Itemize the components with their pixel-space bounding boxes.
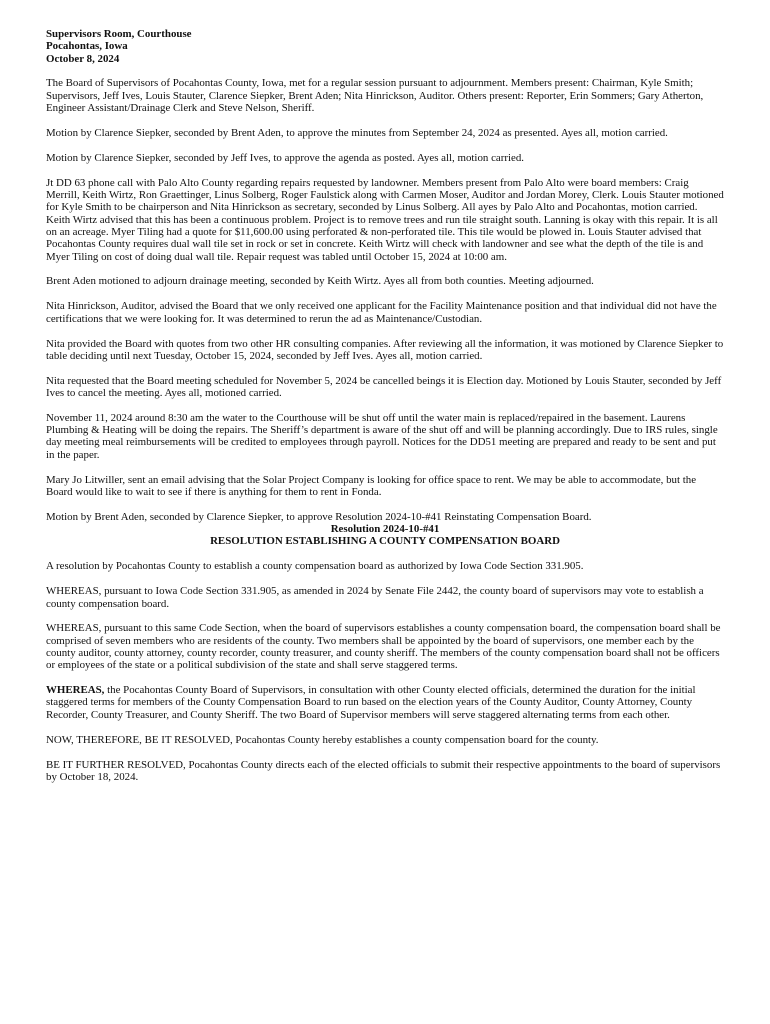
resolution-title: RESOLUTION ESTABLISHING A COUNTY COMPENSATION BOARD xyxy=(210,535,560,548)
header-city: Pocahontas, Iowa xyxy=(46,40,128,53)
paragraph-solar-project: Mary Jo Litwiller, sent an email advising that the Solar Project Company is looking for office space to rent. We may be able to accommodate, but the Board would like to wait to see if there is anything for them to rent in Fonda. xyxy=(46,473,697,498)
header-date: October 8, 2024 xyxy=(46,52,120,65)
paragraph-resolution-motion: Motion by Brent Aden, seconded by Clarence Siepker, to approve Resolution 2024-10-#41 Reinstating Compensation Board. xyxy=(46,510,592,523)
resolution-whereas-1: WHEREAS, pursuant to Iowa Code Section 331.905, as amended in 2024 by Senate File 2442, the county board of supervisors may vote to establish a county compensation board. xyxy=(46,585,704,610)
resolution-heading xyxy=(46,523,724,548)
resolution-further-resolved: BE IT FURTHER RESOLVED, Pocahontas County directs each of the elected officials to submit their respective appointments to the board of supervisors by October 18, 2024. xyxy=(46,758,721,783)
resolution-intro: A resolution by Pocahontas County to establish a county compensation board as authorized by Iowa Code Section 331.905. xyxy=(46,560,584,573)
paragraph-facility-maintenance: Nita Hinrickson, Auditor, advised the Board that we only received one applicant for the Facility Maintenance position and that individual did not have the certifications that we were looking for. It was determined to rerun the ad as Maintenance/Custodian. xyxy=(46,300,717,325)
resolution-resolved: NOW, THEREFORE, BE IT RESOLVED, Pocahontas County hereby establishes a county compensation board for the county. xyxy=(46,733,599,746)
resolution-whereas-3 xyxy=(46,684,724,721)
paragraph-minutes-motion: Motion by Clarence Siepker, seconded by Brent Aden, to approve the minutes from September 24, 2024 as presented. Ayes all, motion carried. xyxy=(46,126,668,139)
paragraph-election-day: Nita requested that the Board meeting scheduled for November 5, 2024 be cancelled beings it is Election day. Motioned by Louis Stauter, seconded by Jeff Ives to cancel the meeting. Ayes all, motioned carried. xyxy=(46,374,722,399)
document-header xyxy=(46,28,724,65)
whereas-bold-lead: WHEREAS, xyxy=(46,684,105,697)
resolution-number: Resolution 2024-10-#41 xyxy=(330,523,440,536)
paragraph-water-shutoff: November 11, 2024 around 8:30 am the water to the Courthouse will be shut off until the water main is replaced/repaired in the basement. Laurens Plumbing & Heating will be doing the repairs. The Sheriff’s department is aware of the shut off and will be planning accordingly. Due to IRS rules, single day meeting meal reimbursements will be credited to employees through payroll. Notices for the DD51 meeting are prepared and ready to be sent and put in the paper. xyxy=(46,411,718,461)
whereas-3-body: the Pocahontas County Board of Supervisors, in consultation with other County elected officials, determined the duration for the initial staggered terms for members of the County Compensation Board to run based on the election years of the County Auditor, County Attorney, County Recorder, County Treasurer, and County Sheriff. The two Board of Supervisor members will serve staggered alternating terms from each other. xyxy=(46,684,696,721)
paragraph-attendance: The Board of Supervisors of Pocahontas County, Iowa, met for a regular session pursuant to adjournment. Members present: Chairman, Kyle Smith; Supervisors, Jeff Ives, Louis Stauter, Clarence Siepker, Brent Aden; Nita Hinrickson, Auditor. Others present: Reporter, Erin Sommers; Gary Atherton, Engineer Assistant/Drainage Clerk and Steve Nelson, Sheriff. xyxy=(46,77,704,115)
paragraph-hr-quotes: Nita provided the Board with quotes from two other HR consulting companies. After reviewing all the information, it was motioned by Clarence Siepker to table deciding until next Tuesday, October 15, 2024, seconded by Jeff Ives. Ayes all, motion carried. xyxy=(46,337,724,362)
resolution-whereas-2: WHEREAS, pursuant to this same Code Section, when the board of supervisors establishes a county compensation board, the compensation board shall be comprised of seven members who are residents of the county. Two members shall be appointed by the board of supervisors, one member each by the county auditor, county attorney, county recorder, county treasurer, and county sheriff. The members of the county compensation board shall not be officers or employees of the state or a political subdivision of the state and shall serve staggered terms. xyxy=(46,622,721,672)
header-location: Supervisors Room, Courthouse xyxy=(46,28,192,40)
paragraph-agenda-motion: Motion by Clarence Siepker, seconded by Jeff Ives, to approve the agenda as posted. Ayes all, motion carried. xyxy=(46,151,525,164)
paragraph-drainage-call: Jt DD 63 phone call with Palo Alto County regarding repairs requested by landowner. Members present from Palo Alto were board members: Craig Merrill, Keith Wirtz, Ron Graettinger, Linus Solberg, Roger Faulstick along with Carmen Moser, Auditor and Jordan Morey, Clerk. Louis Stauter motioned for Kyle Smith to be chairperson and Nita Hinrickson as secretary, seconded by Linus Solberg. All ayes by Palo Alto and Pocahontas, motion carried. Keith Wirtz advised that this has been a continuous problem. Project is to remove trees and run tile straight south. Lanning is okay with this repair. It is all on an acreage. Myer Tiling had a quote for $11,600.00 using perforated & non-perforated tile. This tile would be plowed in. Louis Stauter advised that Pocahontas County requires dual wall tile set in rock or set in concrete. Keith Wirtz will check with landowner and see what the depth of the tile is and Myer Tiling on cost of doing dual wall tile. Repair request was tabled until October 15, 2024 at 10:00 am. xyxy=(46,176,724,263)
paragraph-drainage-adjourn: Brent Aden motioned to adjourn drainage meeting, seconded by Keith Wirtz. Ayes all from both counties. Meeting adjourned. xyxy=(46,275,594,288)
